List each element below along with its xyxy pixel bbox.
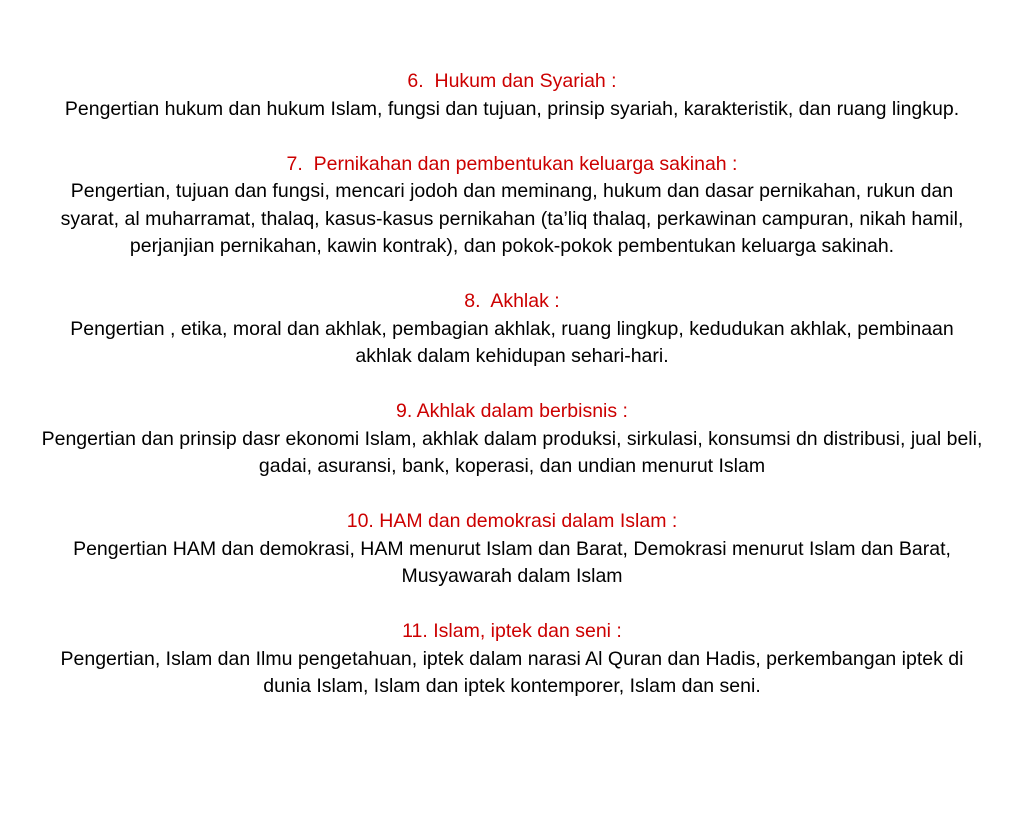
section-body: Pengertian hukum dan hukum Islam, fungsi dan tujuan, prinsip syariah, karakteristik, dan ruang lingkup. — [64, 97, 960, 120]
section-heading: 9. Akhlak dalam berbisnis : — [396, 400, 628, 422]
section-heading: 8. Akhlak : — [464, 290, 560, 312]
slide-content — [40, 68, 984, 728]
section-heading: 6. Hukum dan Syariah : — [407, 70, 617, 92]
section-ham-demokrasi — [40, 508, 984, 591]
section-heading: 7. Pernikahan dan pembentukan keluarga sakinah : — [286, 152, 738, 175]
section-akhlak — [40, 288, 984, 371]
section-heading: 11. Islam, iptek dan seni : — [402, 620, 622, 642]
section-heading: 10. HAM dan demokrasi dalam Islam : — [346, 510, 678, 532]
section-body: Pengertian dan prinsip dasr ekonomi Islam, akhlak dalam produksi, sirkulasi, konsumsi dn distribusi, jual beli, gadai, asuransi, bank, koperasi, dan undian menurut Islam — [41, 427, 983, 477]
section-body: Pengertian, tujuan dan fungsi, mencari jodoh dan meminang, hukum dan dasar pernikahan, rukun dan syarat, al muharramat, thalaq, kasus-kasus pernikahan (ta’liq thalaq, perkawinan campuran, nikah hamil, perjanjian pernikahan, kawin kontrak), dan pokok-pokok pembentukan keluarga sakinah. — [60, 180, 964, 257]
section-akhlak-berbisnis — [40, 398, 984, 481]
section-pernikahan — [40, 151, 984, 261]
section-hukum-syariah — [40, 68, 984, 123]
section-body: Pengertian, Islam dan Ilmu pengetahuan, iptek dalam narasi Al Quran dan Hadis, perkembangan iptek di dunia Islam, Islam dan iptek kontemporer, Islam dan seni. — [60, 647, 964, 697]
section-islam-iptek-seni — [40, 618, 984, 701]
section-body: Pengertian HAM dan demokrasi, HAM menurut Islam dan Barat, Demokrasi menurut Islam dan Barat, Musyawarah dalam Islam — [73, 537, 951, 587]
section-body: Pengertian , etika, moral dan akhlak, pembagian akhlak, ruang lingkup, kedudukan akhlak, pembinaan akhlak dalam kehidupan sehari-hari. — [70, 317, 954, 367]
